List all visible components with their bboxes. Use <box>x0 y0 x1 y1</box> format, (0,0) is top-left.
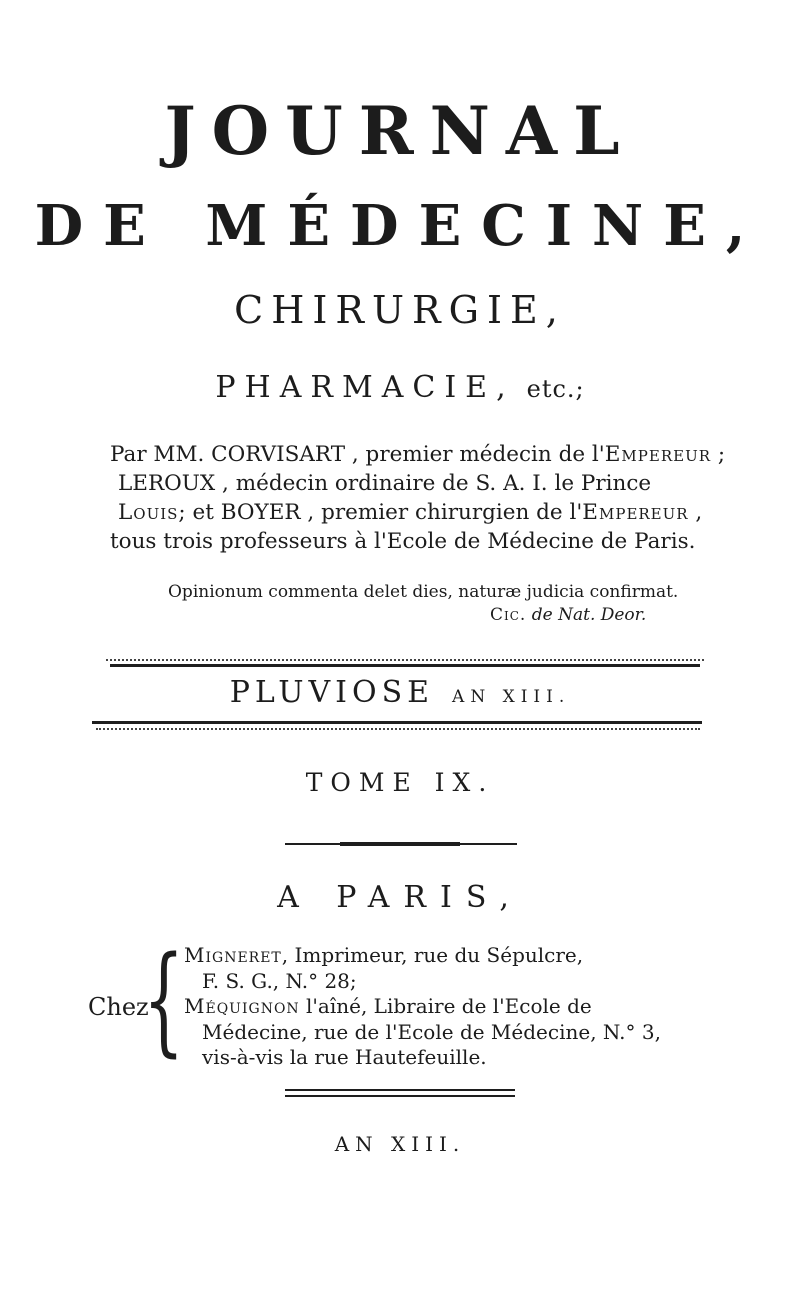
pharmacie-word: PHARMACIE, <box>215 370 515 405</box>
motto-text: Opinionum commenta delet dies, naturæ judicia confirmat. <box>168 582 679 602</box>
etc-word: etc.; <box>526 375 585 403</box>
place-of-publication: A PARIS, <box>277 880 523 915</box>
chez-label: Chez <box>88 993 149 1021</box>
journal-title-line3: CHIRURGIE, <box>234 288 566 332</box>
motto-source: Cic. de Nat. Deor. <box>490 605 647 625</box>
publication-date: AN XIII. <box>334 1132 466 1156</box>
journal-title-line4 <box>0 370 800 405</box>
dotted-rule-top <box>106 659 704 661</box>
brace-glyph: { <box>143 930 185 1068</box>
authors-line-3: Louis; et BOYER , premier chirurgien de l'Empereur , <box>118 500 703 525</box>
publisher-1-line-1: Migneret, Imprimeur, rue du Sépulcre, <box>184 943 584 967</box>
publisher-1-line-2: F. S. G., N.° 28; <box>202 968 357 993</box>
authors-line-1: Par MM. CORVISART , premier médecin de l'Empereur ; <box>110 442 726 467</box>
issue-line <box>0 675 800 710</box>
issue-year: AN XIII. <box>452 687 571 707</box>
publisher-2-line-1: Méquignon l'aîné, Libraire de l'Ecole de <box>184 994 592 1018</box>
short-rule-thick-center <box>340 842 460 846</box>
journal-title-line1: JOURNAL <box>164 92 636 170</box>
rule-top <box>110 664 700 667</box>
publishers-block <box>184 943 724 1071</box>
volume-label: TOME IX. <box>305 768 495 797</box>
authors-block <box>110 440 726 556</box>
double-rule-bottom <box>285 1095 515 1097</box>
publisher-2-line-2: Médecine, rue de l'Ecole de Médecine, N.° 3, <box>202 1019 661 1044</box>
authors-line-4: tous trois professeurs à l'Ecole de Médecine de Paris. <box>110 529 696 554</box>
journal-title-line2: DE MÉDECINE, <box>34 193 766 259</box>
double-rule-top <box>285 1089 515 1091</box>
authors-line-2: LEROUX , médecin ordinaire de S. A. I. le Prince <box>118 471 652 496</box>
rule-bottom <box>92 721 702 724</box>
publisher-2-line-3: vis-à-vis la rue Hautefeuille. <box>202 1045 487 1069</box>
issue-month: PLUVIOSE <box>229 675 435 710</box>
dotted-rule-bottom <box>96 728 700 730</box>
